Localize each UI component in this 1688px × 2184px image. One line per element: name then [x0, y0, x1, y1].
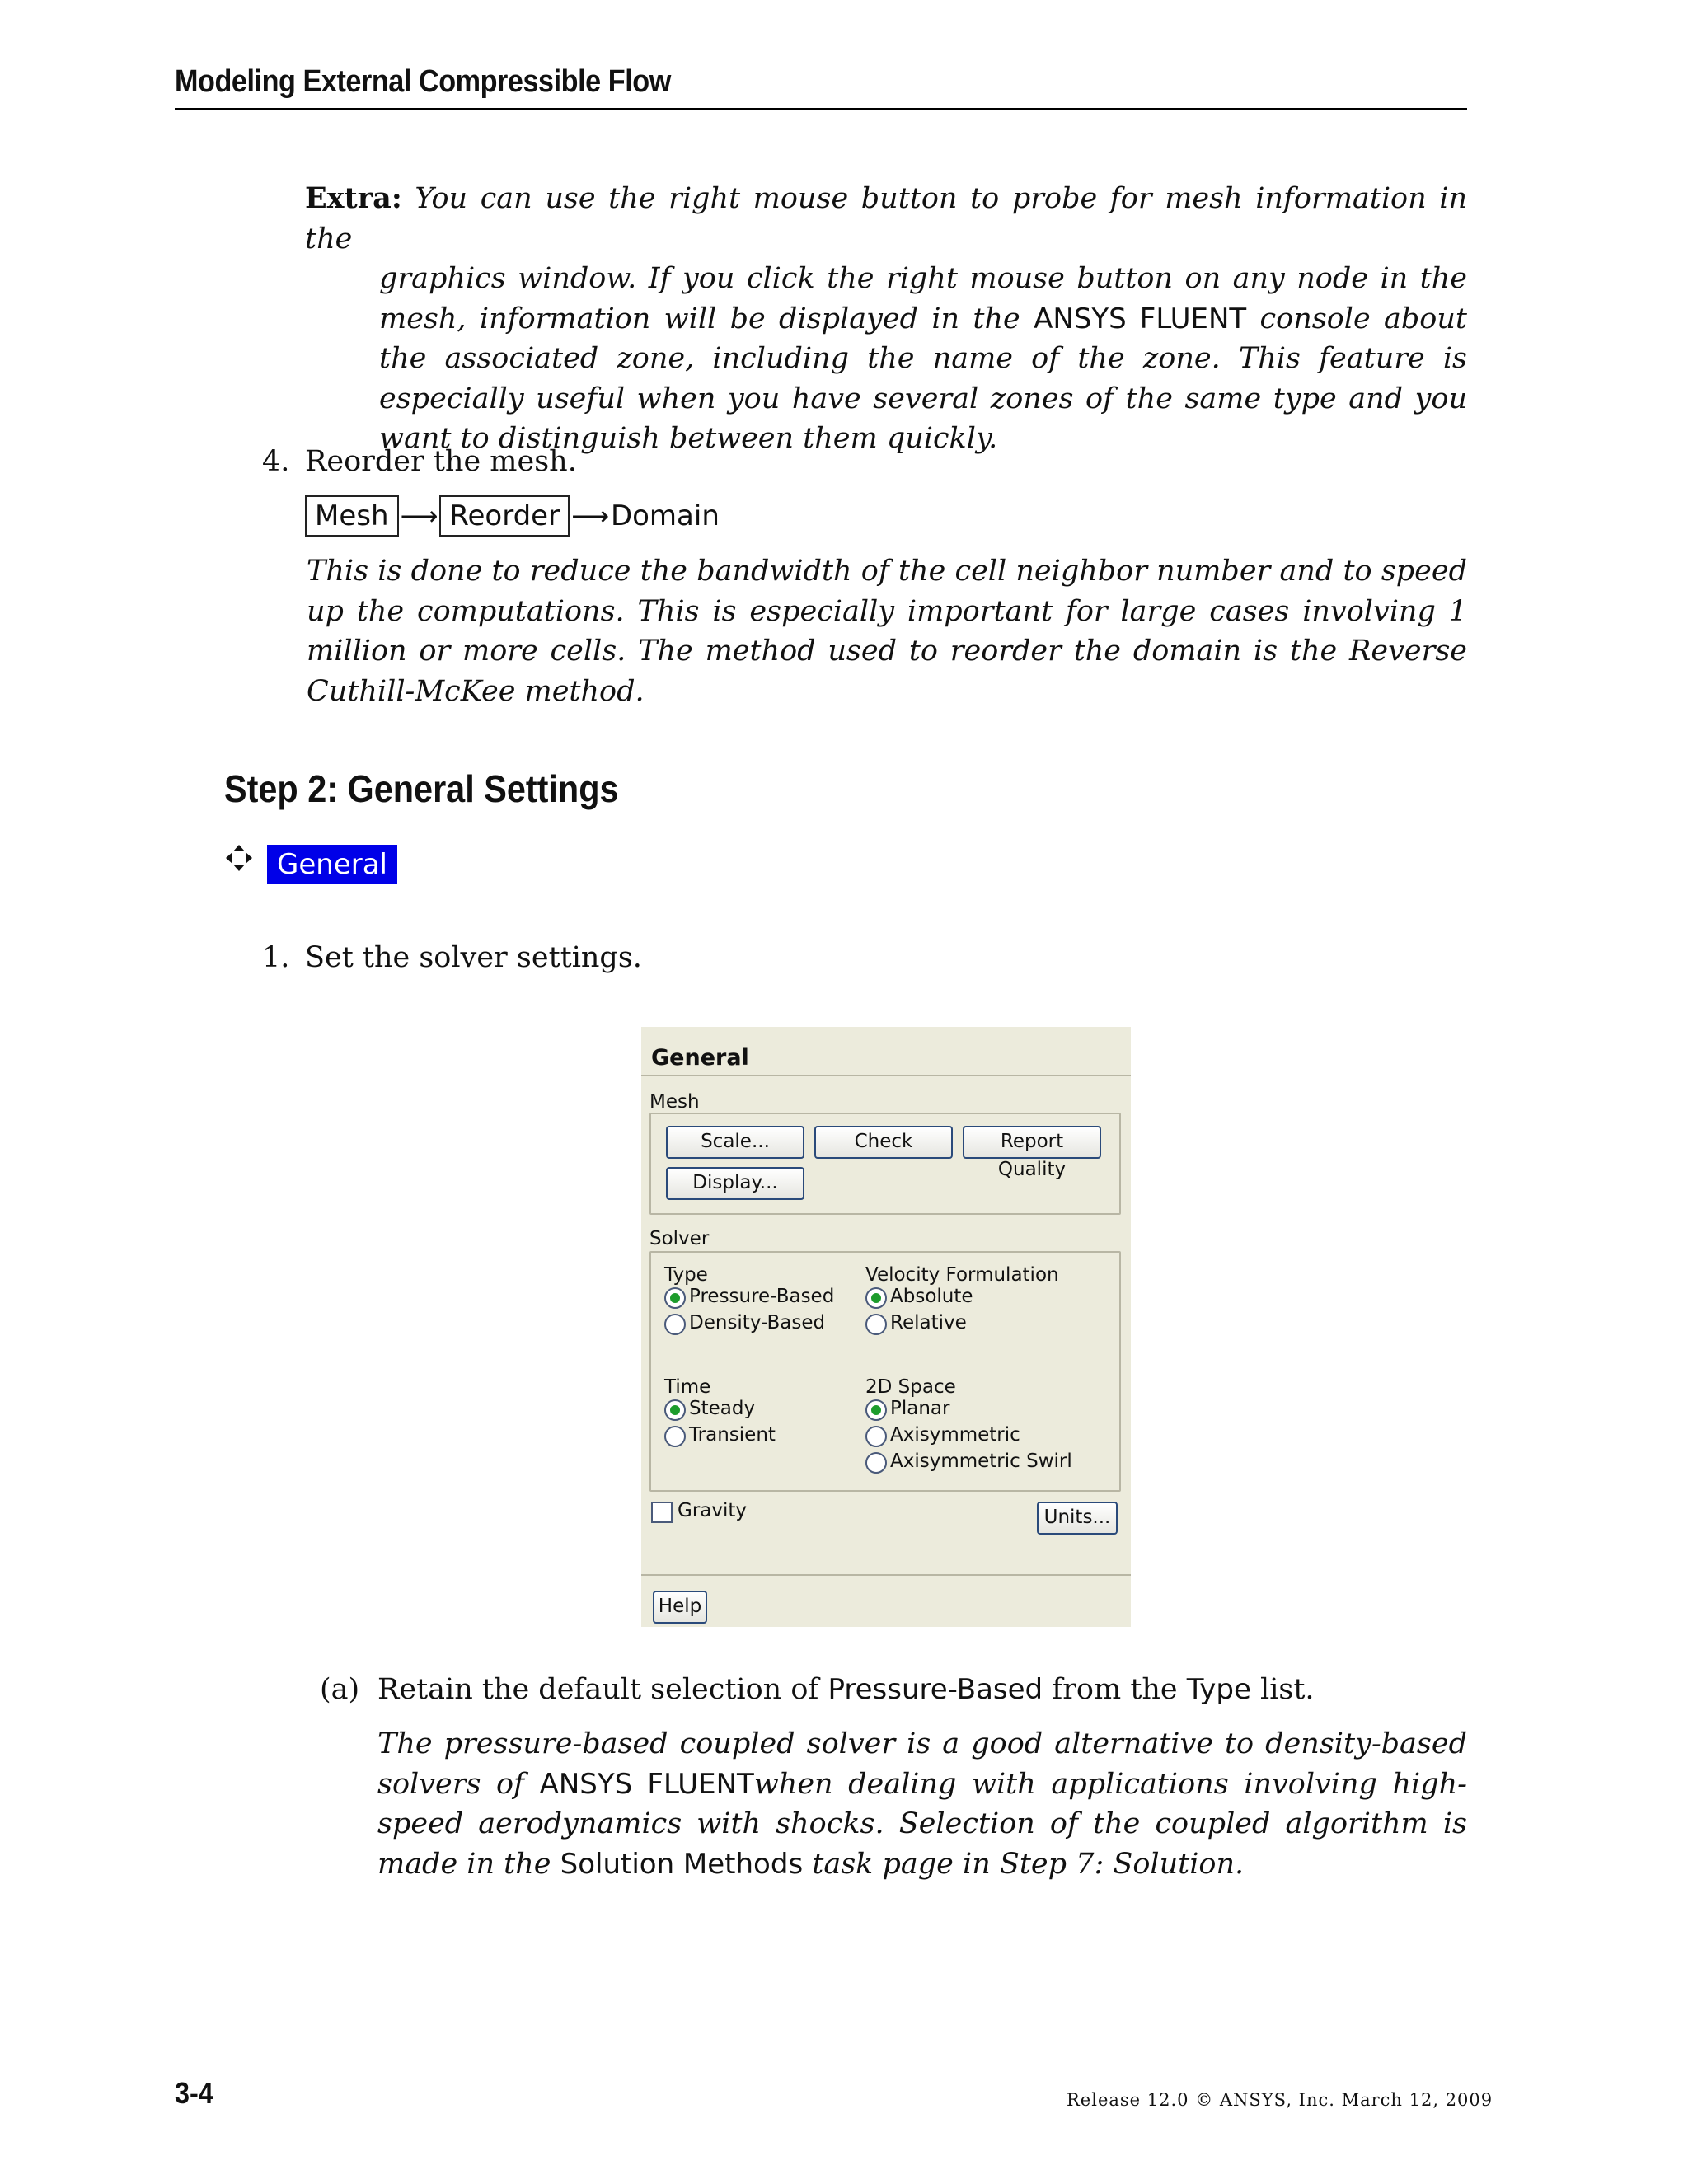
header-rule [175, 108, 1467, 110]
general-nav-link[interactable]: General [267, 845, 397, 884]
extra-text-b: console about the associated zone, including the name of the zone. This feature is especially useful when you have several zones of the same type and you want to distinguish between them quickly. [379, 302, 1467, 455]
check-button[interactable]: Check [814, 1126, 953, 1159]
relative-label: Relative [890, 1312, 967, 1333]
solver-group [649, 1251, 1121, 1492]
radio-axisymmetric[interactable] [865, 1426, 887, 1447]
substep-a-label: (a) [320, 1673, 360, 1706]
menu-arrow: ⟶ [400, 500, 438, 532]
menu-arrow: ⟶ [571, 500, 609, 532]
radio-planar[interactable] [865, 1399, 887, 1421]
running-header-title: Modeling External Compressible Flow [175, 64, 671, 99]
note-product: ANSYS FLUENT [539, 1767, 754, 1801]
velocity-formulation-label: Velocity Formulation [865, 1264, 1059, 1286]
step1-number: 1. [262, 941, 290, 974]
radio-steady[interactable] [664, 1399, 686, 1421]
reorder-note: This is done to reduce the bandwidth of the cell neighbor number and to speed up the computations. This is especially important for large cases involving 1 million or more cells. The method used to reorder the domain is the Reverse Cuthill-McKee method. [307, 555, 1467, 708]
gravity-label: Gravity [678, 1500, 748, 1521]
menu-domain[interactable]: Domain [610, 499, 720, 532]
density-based-label: Density-Based [689, 1312, 826, 1333]
note-text-2: when dealing with applications involving high-speed aerodynamics with shocks. Selection of the coupled algorithm is made in the [377, 1767, 1468, 1881]
type-term: Type [1186, 1673, 1251, 1706]
extra-text-line1: You can use the right mouse button to probe for mesh information in the [305, 182, 1467, 255]
panel-footer-divider [641, 1574, 1131, 1576]
note-text-1: The pressure-based coupled solver is a good alternative to density-based solvers of [377, 1727, 1467, 1801]
extra-label: Extra: [305, 181, 402, 215]
panel-title: General [651, 1045, 749, 1071]
radio-density-based[interactable] [664, 1314, 686, 1335]
navigation-pane-icon [224, 843, 254, 873]
substep-a-text-1: Retain the default selection of [377, 1673, 828, 1706]
steady-label: Steady [689, 1398, 756, 1419]
radio-pressure-based[interactable] [664, 1287, 686, 1309]
solver-group-label: Solver [649, 1228, 710, 1249]
units-button[interactable]: Units... [1037, 1502, 1118, 1535]
product-name: ANSYS FLUENT [1034, 302, 1247, 335]
help-button[interactable]: Help [653, 1591, 707, 1624]
pressure-based-label: Pressure-Based [689, 1286, 835, 1307]
menu-reorder[interactable]: Reorder [439, 495, 570, 537]
mesh-group [649, 1113, 1121, 1215]
note-text-3: task page in Step 7: Solution. [803, 1847, 1245, 1881]
type-label: Type [664, 1264, 708, 1286]
axisymmetric-label: Axisymmetric [890, 1424, 1020, 1446]
substep-a-text-3: list. [1250, 1673, 1315, 1706]
substep-a-text [377, 1673, 1315, 1706]
step1-text: Set the solver settings. [305, 941, 642, 974]
page-number: 3-4 [175, 2076, 213, 2110]
panel-title-divider [641, 1075, 1131, 1076]
pressure-based-term: Pressure-Based [828, 1673, 1043, 1706]
extra-note-first-line [305, 179, 1467, 259]
menu-path [305, 495, 720, 537]
extra-text-a: graphics window. If you click the right mouse button on any node in the mesh, information will be displayed in the [379, 262, 1467, 335]
general-panel [641, 1027, 1131, 1627]
radio-transient[interactable] [664, 1426, 686, 1447]
planar-label: Planar [890, 1398, 950, 1419]
substep-a-text-2: from the [1043, 1673, 1187, 1706]
substep-a-note [377, 1724, 1467, 1884]
note-solution-methods: Solution Methods [560, 1847, 804, 1881]
transient-label: Transient [689, 1424, 776, 1446]
radio-relative[interactable] [865, 1314, 887, 1335]
radio-absolute[interactable] [865, 1287, 887, 1309]
mesh-group-label: Mesh [649, 1091, 700, 1113]
step4-number: 4. [262, 445, 290, 478]
menu-mesh[interactable]: Mesh [305, 495, 399, 537]
release-info: Release 12.0 © ANSYS, Inc. March 12, 2009 [1067, 2090, 1493, 2110]
report-quality-button[interactable]: Report Quality [963, 1126, 1101, 1159]
2d-space-label: 2D Space [865, 1376, 956, 1398]
gravity-checkbox[interactable] [651, 1502, 673, 1523]
radio-axisymmetric-swirl[interactable] [865, 1452, 887, 1474]
extra-note-body [305, 259, 1467, 459]
step4-text: Reorder the mesh. [305, 445, 577, 478]
axisymmetric-swirl-label: Axisymmetric Swirl [890, 1451, 1072, 1472]
display-button[interactable]: Display... [666, 1167, 804, 1200]
extra-note [305, 179, 1467, 459]
time-label: Time [664, 1376, 711, 1398]
absolute-label: Absolute [890, 1286, 973, 1307]
scale-button[interactable]: Scale... [666, 1126, 804, 1159]
section-heading: Step 2: General Settings [224, 767, 619, 810]
